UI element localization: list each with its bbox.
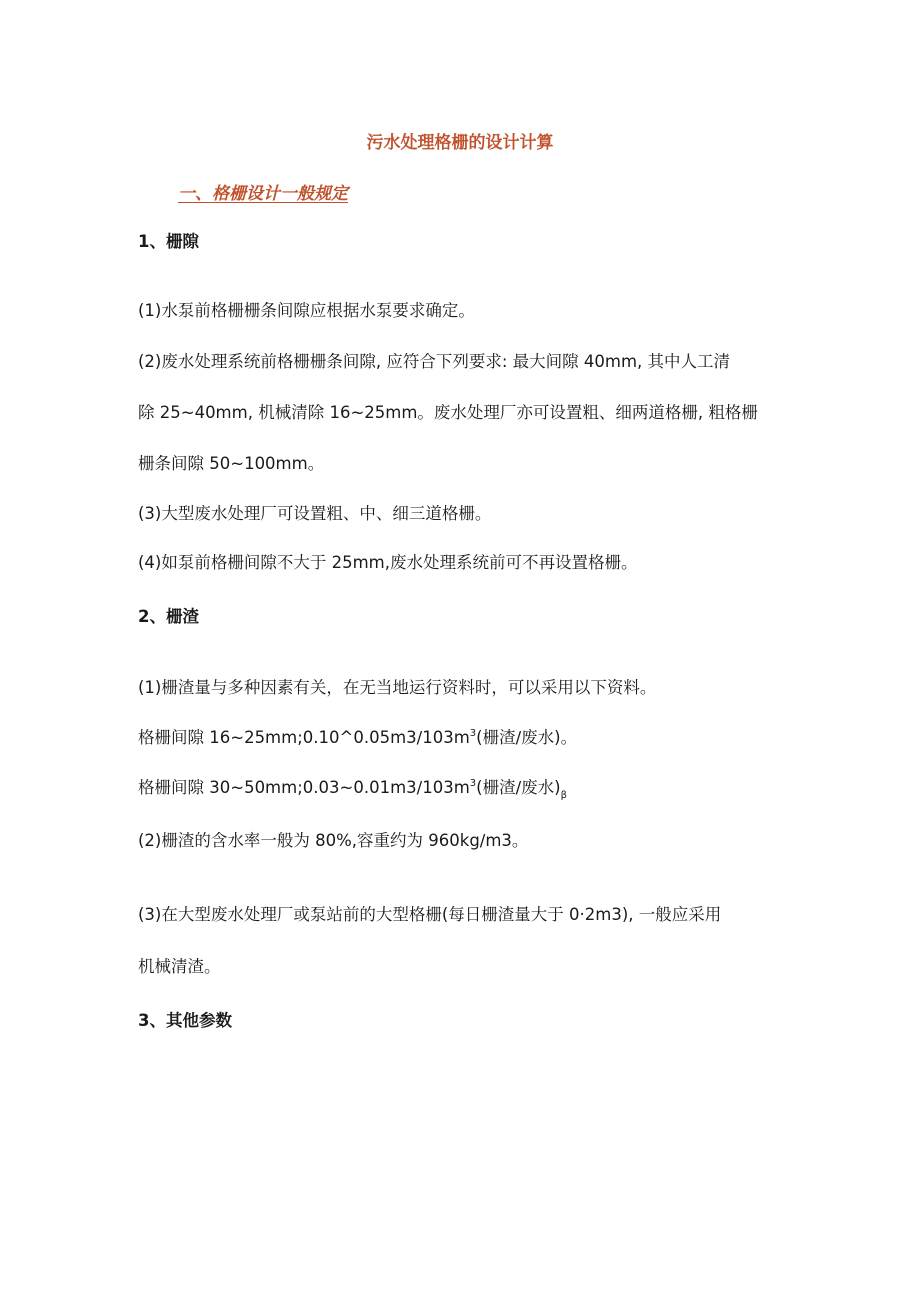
- heading-other-params: 3、其他参数: [138, 1011, 232, 1030]
- paragraph-gap-1: (1)水泵前格栅栅条间隙应根据水泵要求确定。: [138, 301, 475, 320]
- paragraph-gap-3: (3)大型废水处理厂可设置粗、中、细三道格栅。: [138, 504, 492, 523]
- heading-gap: 1、栅隙: [138, 232, 199, 251]
- screenings-rate-fine: [138, 728, 577, 748]
- paragraph-screenings-2: (2)栅渣的含水率一般为 80%,容重约为 960kg∕m3。: [138, 831, 529, 850]
- paragraph-gap-2-line-2: 除 25~40mm, 机械清除 16~25mm。废水处理厂亦可设置粗、细两道格栅, 粗格栅: [138, 403, 758, 422]
- paragraph-gap-2-line-1: (2)废水处理系统前格栅栅条间隙, 应符合下列要求: 最大间隙 40mm, 其中人工清: [138, 352, 731, 371]
- paragraph-screenings-3-line-2: 机械清渣。: [138, 957, 221, 976]
- paragraph-gap-4: (4)如泵前格栅间隙不大于 25mm,废水处理系统前可不再设置格栅。: [138, 553, 638, 572]
- section-title: 一、格栅设计一般规定: [178, 184, 348, 204]
- rate-fine-sup: 3: [469, 728, 477, 739]
- paragraph-screenings-1: (1)栅渣量与多种因素有关，在无当地运行资料时，可以采用以下资料。: [138, 678, 657, 697]
- screenings-rate-coarse: [138, 778, 567, 801]
- rate-fine-unit: (栅渣∕废水)。: [476, 728, 578, 747]
- rate-coarse-sub: β: [560, 790, 567, 801]
- paragraph-gap-2-line-3: 栅条间隙 50~100mm。: [138, 454, 325, 473]
- rate-fine-text: 格栅间隙 16~25mm;0.10^0.05m3∕103m: [138, 728, 470, 747]
- heading-screenings: 2、栅渣: [138, 607, 199, 626]
- document-title: 污水处理格栅的设计计算: [366, 133, 554, 153]
- paragraph-screenings-3-line-1: (3)在大型废水处理厂或泵站前的大型格栅(每日栅渣量大于 0·2m3), 一般应采用: [138, 905, 722, 924]
- rate-coarse-sup: 3: [469, 778, 477, 789]
- rate-coarse-text: 格栅间隙 30~50mm;0.03~0.01m3∕103m: [138, 778, 470, 797]
- rate-coarse-unit: (栅渣∕废水): [476, 778, 561, 797]
